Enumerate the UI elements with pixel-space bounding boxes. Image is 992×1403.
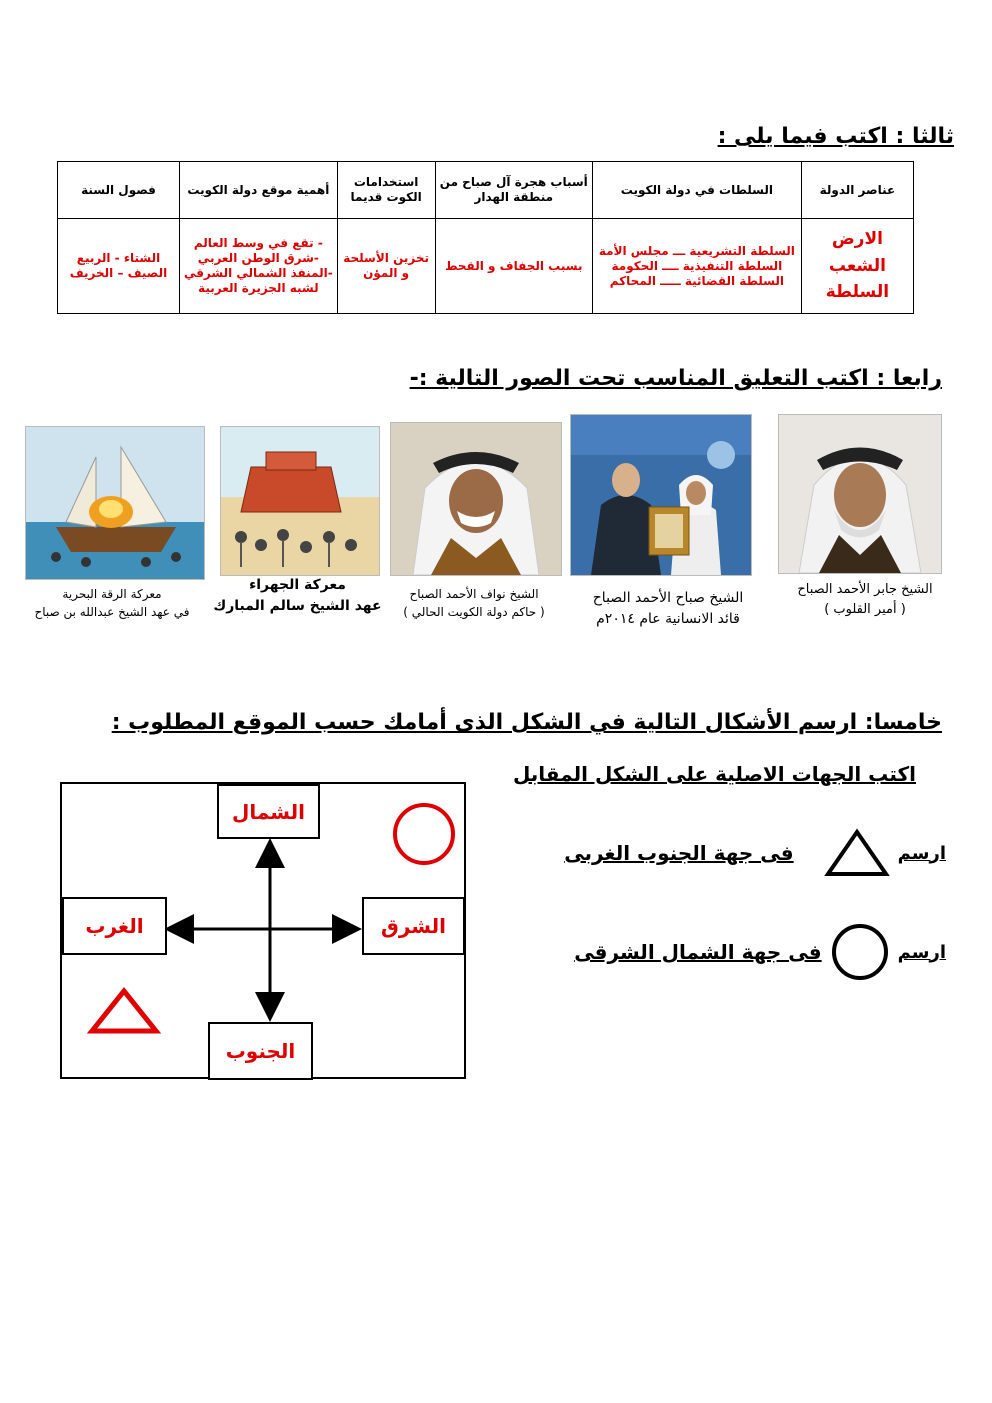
- cell-kout-uses: تخزين الأسلحة و المؤن: [337, 219, 435, 314]
- cell-state-elements: [801, 219, 913, 314]
- header-seasons: فصول السنة: [58, 162, 180, 219]
- instruction-title: اكتب الجهات الاصلية على الشكل المقابل: [512, 762, 916, 786]
- compass-diagram: [60, 782, 466, 1079]
- caption-nawaf-title: ( حاكم دولة الكويت الحالي ): [403, 605, 545, 619]
- photo-sheikh-nawaf: [390, 422, 562, 576]
- caption-sabah-name: الشيخ صباح الأحمد الصباح: [592, 590, 744, 606]
- header-kout-uses: استخدامات الكوت قديما: [337, 162, 435, 219]
- caption-nawaf-name: الشيخ نواف الأحمد الصباح: [409, 587, 539, 601]
- section4-heading: رابعا : اكتب التعليق المناسب تحت الصور التالية :-: [409, 366, 942, 391]
- circle-instruction: [574, 922, 946, 982]
- draw-word-2: ارسم: [897, 941, 946, 963]
- circle-shape-icon: [395, 805, 453, 863]
- caption-jahra-era: عهد الشيخ سالم المبارك: [213, 598, 382, 614]
- caption-raqqa: [12, 585, 212, 621]
- direction-east: الشرق: [362, 897, 465, 955]
- caption-jaber: [775, 580, 955, 619]
- location-line-1: - تقع في وسط العالم: [193, 236, 323, 250]
- header-location: أهمية موقع دولة الكويت: [180, 162, 338, 219]
- triangle-location-text: فى جهة الجنوب الغربى: [564, 841, 794, 865]
- caption-nawaf: [385, 585, 563, 621]
- photo-sheikh-jaber: [778, 414, 942, 574]
- authority-executive: السلطة التنفيذية ــــ الحكومة: [611, 258, 783, 273]
- header-migration: أسباب هجرة آل صباح من منطقة الهدار: [435, 162, 592, 219]
- caption-sabah-title: قائد الانسانية عام ٢٠١٤م: [596, 611, 740, 627]
- caption-jaber-title: ( أمير القلوب ): [824, 601, 906, 617]
- authority-legislative: السلطة التشريعية ـــ مجلس الأمة: [598, 243, 795, 258]
- circle-icon: [830, 922, 890, 982]
- authority-judicial: السلطة القضائية ـــــ المحاكم: [609, 273, 784, 288]
- caption-jaber-name: الشيخ جابر الأحمد الصباح: [797, 582, 933, 597]
- seasons-line-2: الصيف – الخريف: [69, 266, 168, 280]
- cell-authorities: [593, 219, 802, 314]
- info-table: [57, 161, 914, 314]
- caption-raqqa-era: في عهد الشيخ عبدالله بن صباح: [34, 605, 190, 619]
- direction-south: الجنوب: [208, 1022, 313, 1080]
- cell-seasons: [58, 219, 180, 314]
- element-land: الارض: [831, 229, 883, 250]
- cell-location: [180, 219, 338, 314]
- circle-location-text: فى جهة الشمال الشرقى: [574, 940, 822, 964]
- section3-heading: ثالثا : اكتب فيما يلى :: [717, 124, 954, 149]
- header-state-elements: عناصر الدولة: [801, 162, 913, 219]
- triangle-instruction: [564, 828, 946, 878]
- photo-battle-raqqa: [25, 426, 205, 580]
- direction-north: الشمال: [217, 784, 320, 839]
- location-line-3: -المنفذ الشمالي الشرقي لشبه الجزيرة العربية: [183, 266, 333, 295]
- cell-migration: بسبب الجفاف و القحط: [435, 219, 592, 314]
- element-people: الشعب: [828, 255, 886, 276]
- caption-sabah: [570, 588, 766, 630]
- seasons-line-1: الشتاء - الربيع: [76, 251, 161, 265]
- caption-jahra: [205, 575, 390, 617]
- draw-word-1: ارسم: [897, 842, 946, 864]
- photo-battle-jahra: [220, 426, 380, 576]
- triangle-icon: [824, 828, 890, 878]
- direction-west: الغرب: [62, 897, 167, 955]
- photo-sheikh-sabah: [570, 414, 752, 576]
- triangle-shape-icon: [92, 991, 156, 1031]
- element-authority: السلطة: [825, 282, 890, 303]
- location-line-2: -شرق الوطن العربي: [197, 251, 319, 265]
- caption-jahra-title: معركة الجهراء: [249, 577, 346, 593]
- caption-raqqa-title: معركة الرقة البحرية: [62, 587, 162, 601]
- section5-heading: خامسا: ارسم الأشكال التالية في الشكل الذى أمامك حسب الموقع المطلوب :: [111, 710, 942, 735]
- header-authorities: السلطات في دولة الكويت: [593, 162, 802, 219]
